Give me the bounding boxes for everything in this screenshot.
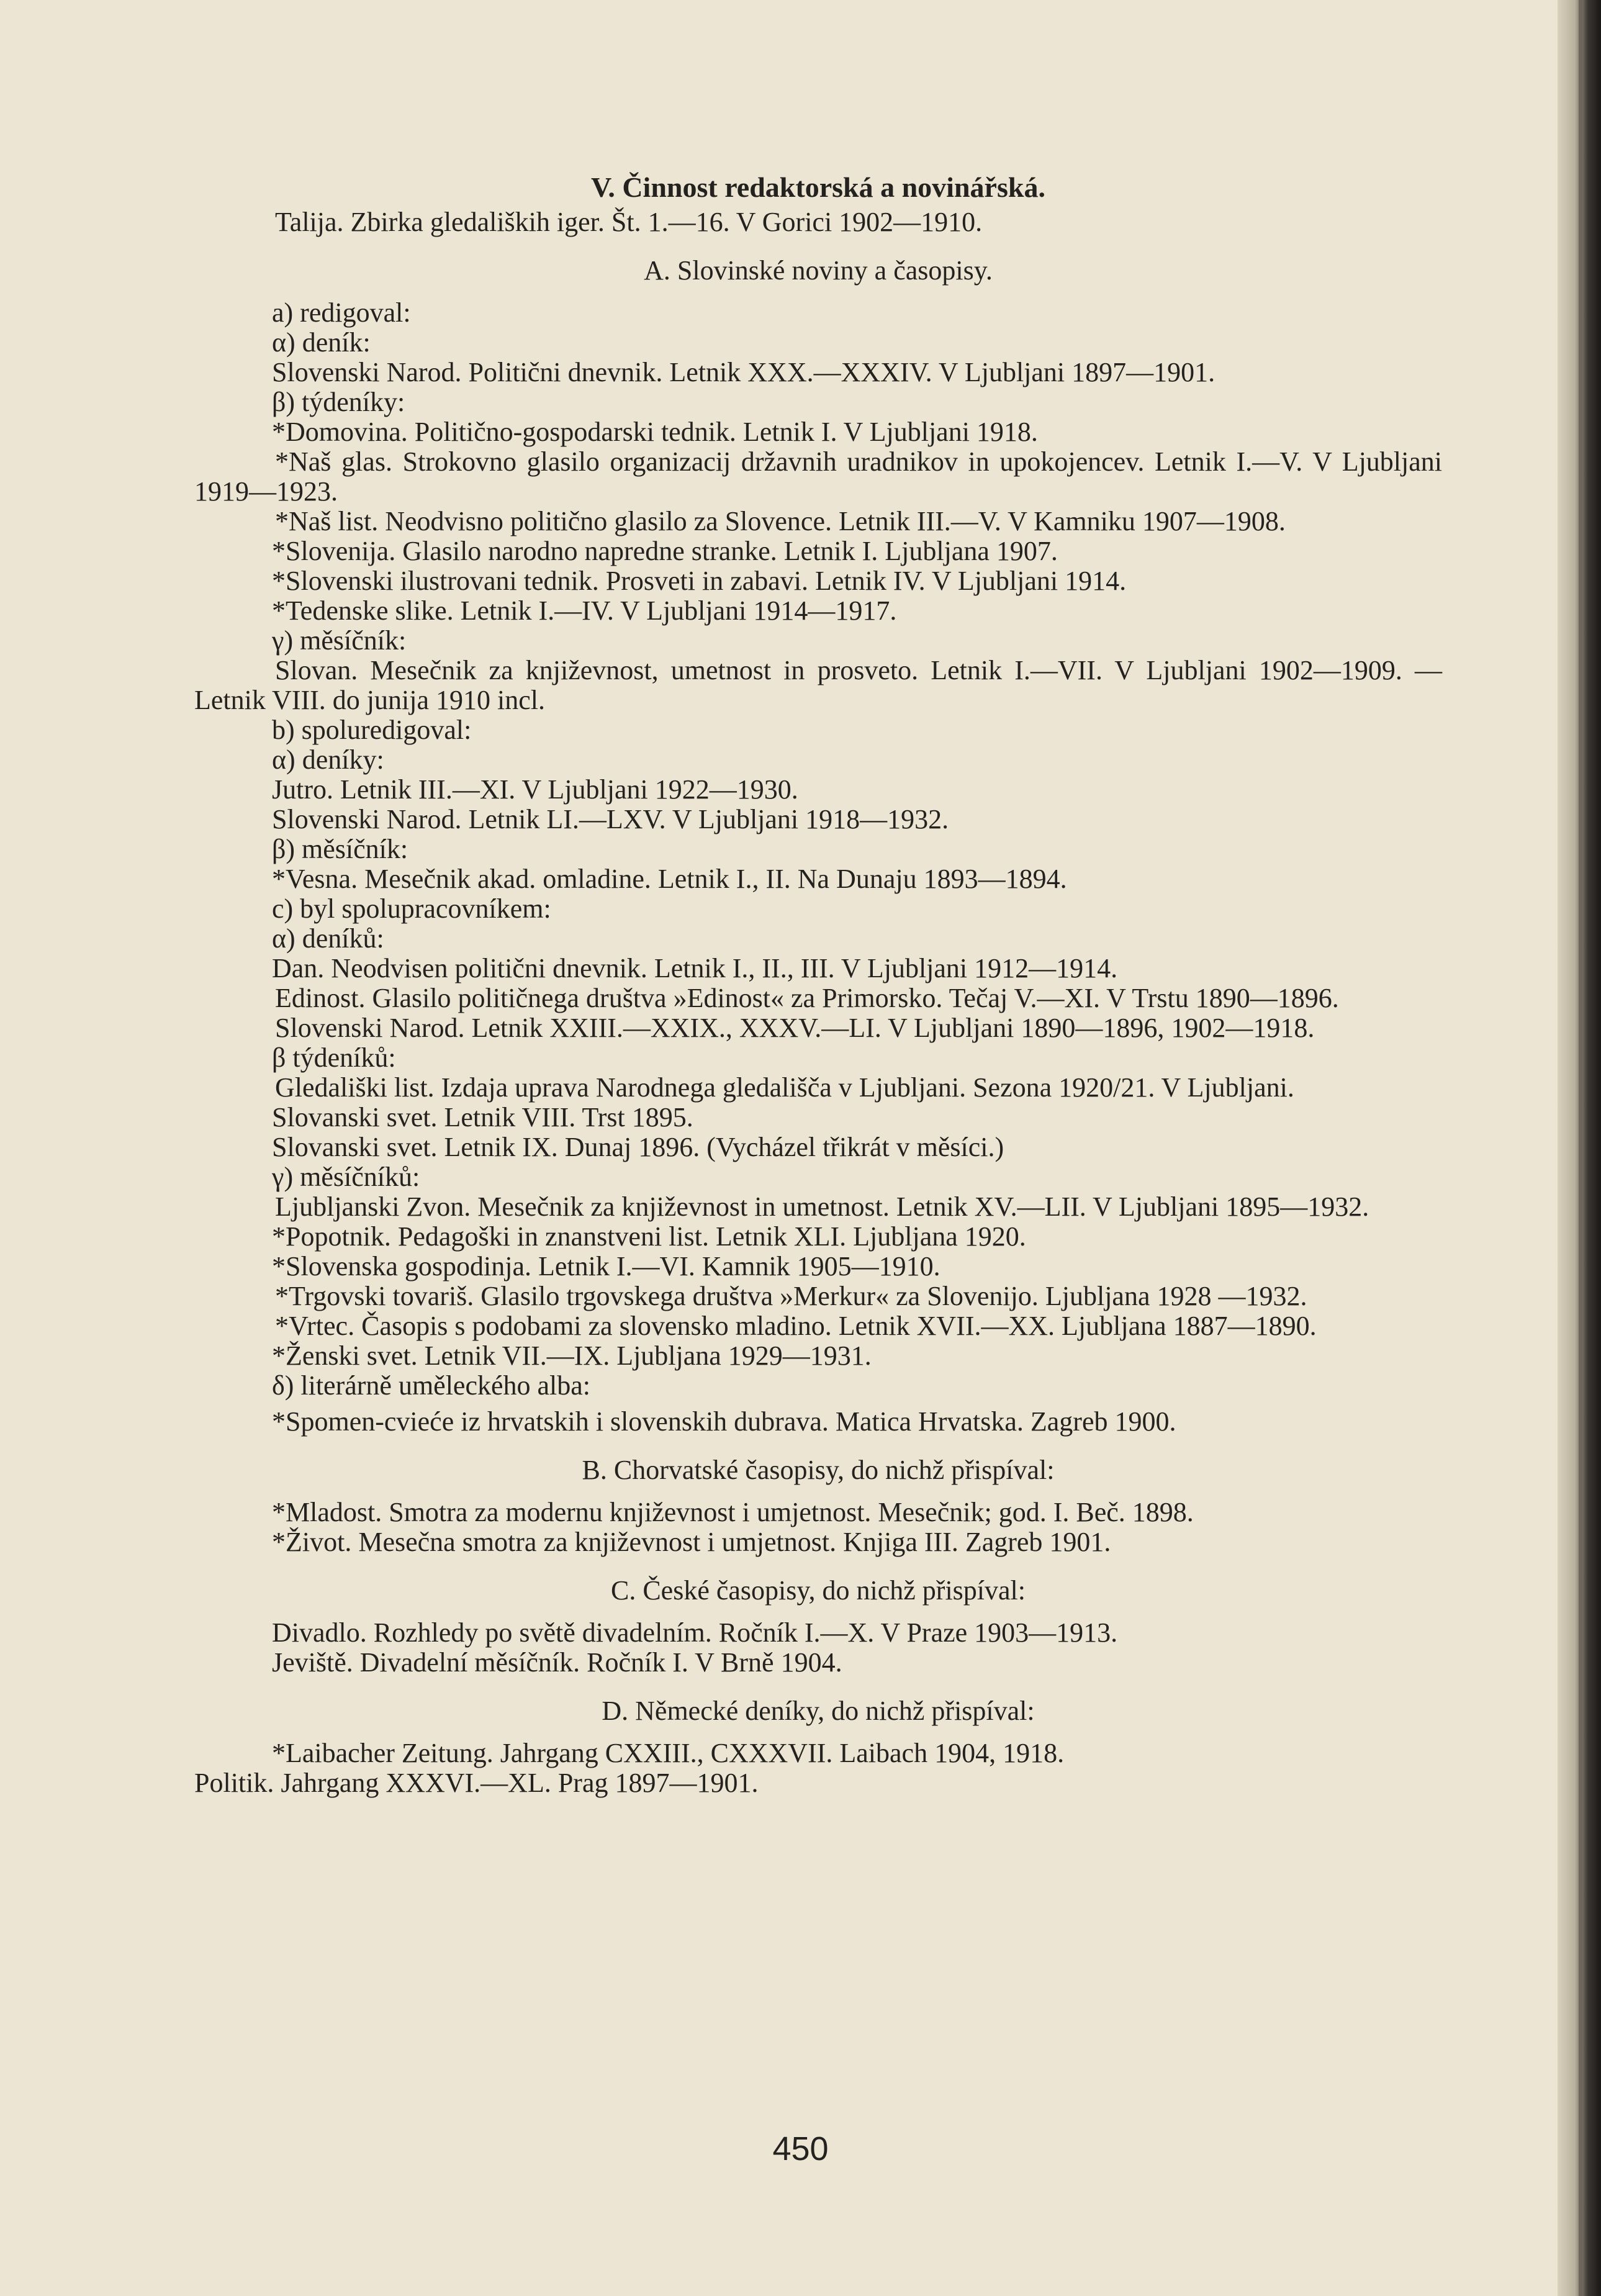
subsection-b-beta: β) měsíčník: bbox=[272, 834, 408, 864]
list-item: Edinost. Glasilo političnega društva »Edinost« za Primorsko. Tečaj V.—XI. V Trstu 1890—1896. bbox=[275, 983, 1339, 1013]
list-item: *Život. Mesečna smotra za književnost i umjetnost. Knjiga III. Zagreb 1901. bbox=[272, 1527, 1111, 1557]
list-item: *Domovina. Politično-gospodarski tednik. Letnik I. V Ljubljani 1918. bbox=[272, 417, 1038, 447]
list-item: *Slovenija. Glasilo narodno napredne stranke. Letnik I. Ljubljana 1907. bbox=[272, 536, 1058, 566]
subsection-a-gamma: γ) měsíčník: bbox=[272, 625, 407, 656]
list-item: Jutro. Letnik III.—XI. V Ljubljani 1922—1930. bbox=[272, 774, 798, 805]
list-item: Jeviště. Divadelní měsíčník. Ročník I. V Brně 1904. bbox=[272, 1647, 842, 1678]
section-b-title: B. Chorvatské časopisy, do nichž přispíval: bbox=[582, 1455, 1055, 1485]
list-item: *Slovenski ilustrovani tednik. Prosveti in zabavi. Letnik IV. V Ljubljani 1914. bbox=[272, 566, 1127, 596]
list-item: Slovenski Narod. Letnik XXIII.—XXIX., XXXV.—LI. V Ljubljani 1890—1896, 1902—1918. bbox=[275, 1013, 1315, 1043]
list-item: *Popotnik. Pedagoški in znanstveni list. Letnik XLI. Ljubljana 1920. bbox=[272, 1221, 1026, 1252]
subsection-b-label: b) spoluredigoval: bbox=[272, 715, 472, 745]
subsection-b-alpha: α) deníky: bbox=[272, 744, 384, 775]
section-a-title: A. Slovinské noviny a časopisy. bbox=[644, 255, 993, 286]
list-item: *Trgovski tovariš. Glasilo trgovskega društva »Merkur« za Slovenijo. Ljubljana 1928 —1932. bbox=[275, 1281, 1307, 1311]
list-item: *Ženski svet. Letnik VII.—IX. Ljubljana 1929—1931. bbox=[272, 1340, 872, 1371]
list-item: Slovanski svet. Letnik VIII. Trst 1895. bbox=[272, 1102, 693, 1132]
section-c-title: C. České časopisy, do nichž přispíval: bbox=[610, 1575, 1026, 1606]
subsection-c-label: c) byl spolupracovníkem: bbox=[272, 893, 551, 924]
page-number: 450 bbox=[772, 2130, 829, 2167]
chapter-heading: V. Činnost redaktorská a novinářská. bbox=[591, 171, 1045, 203]
section-d-title: D. Německé deníky, do nichž přispíval: bbox=[602, 1696, 1035, 1726]
list-item: Politik. Jahrgang XXXVI.—XL. Prag 1897—1901. bbox=[194, 1768, 759, 1798]
subsection-c-alpha: α) deníků: bbox=[272, 923, 384, 954]
list-item: *Vrtec. Časopis s podobami za slovensko mladino. Letnik XVII.—XX. Ljubljana 1887—1890. bbox=[275, 1311, 1317, 1341]
list-item: Divadlo. Rozhledy po světě divadelním. Ročník I.—X. V Praze 1903—1913. bbox=[272, 1617, 1118, 1648]
list-item: *Spomen-cvieće iz hrvatskih i slovenskih dubrava. Matica Hrvatska. Zagreb 1900. bbox=[272, 1406, 1176, 1437]
list-item: *Naš glas. Strokovno glasilo organizacij državnih uradnikov in upokojencev. Letnik I.—V. V Ljubljani 1919—1923. bbox=[194, 446, 1442, 507]
subsection-a-label: a) redigoval: bbox=[272, 297, 411, 328]
list-item: Dan. Neodvisen politični dnevnik. Letnik I., II., III. V Ljubljani 1912—1914. bbox=[272, 953, 1118, 983]
intro-line: Talija. Zbirka gledaliških iger. Št. 1.—16. V Gorici 1902—1910. bbox=[275, 207, 983, 237]
list-item: *Laibacher Zeitung. Jahrgang CXXIII., CXXXVII. Laibach 1904, 1918. bbox=[272, 1738, 1065, 1768]
page-content bbox=[194, 173, 1442, 1798]
subsection-c-gamma: γ) měsíčníků: bbox=[272, 1162, 420, 1192]
list-item: Slovenski Narod. Politični dnevnik. Letnik XXX.—XXXIV. V Ljubljani 1897—1901. bbox=[272, 357, 1215, 387]
binding-edge bbox=[1579, 0, 1584, 2296]
list-item: Slovanski svet. Letnik IX. Dunaj 1896. (Vycházel třikrát v měsíci.) bbox=[272, 1132, 1004, 1162]
list-item: *Naš list. Neodvisno politično glasilo za Slovence. Letnik III.—V. V Kamniku 1907—1908. bbox=[275, 506, 1286, 536]
list-item: *Vesna. Mesečnik akad. omladine. Letnik I., II. Na Dunaju 1893—1894. bbox=[272, 864, 1067, 894]
subsection-a-alpha: α) deník: bbox=[272, 327, 371, 358]
subsection-c-beta: β týdeníků: bbox=[272, 1042, 396, 1073]
list-item: Ljubljanski Zvon. Mesečnik za književnost in umetnost. Letnik XV.—LII. V Ljubljani 1895—1932. bbox=[275, 1191, 1369, 1222]
list-item: Gledališki list. Izdaja uprava Narodnega gledališča v Ljubljani. Sezona 1920/21. V Ljubljani. bbox=[275, 1072, 1294, 1103]
list-item: *Slovenska gospodinja. Letnik I.—VI. Kamnik 1905—1910. bbox=[272, 1251, 940, 1281]
list-item: *Tedenske slike. Letnik I.—IV. V Ljubljani 1914—1917. bbox=[272, 595, 897, 626]
list-item: Slovenski Narod. Letnik LI.—LXV. V Ljubljani 1918—1932. bbox=[272, 804, 949, 834]
subsection-c-delta: δ) literárně uměleckého alba: bbox=[272, 1370, 591, 1401]
list-item: Slovan. Mesečnik za književnost, umetnost in prosveto. Letnik I.—VII. V Ljubljani 1902—1909. — Letnik VIII. do junija 1910 incl. bbox=[194, 655, 1442, 715]
subsection-a-beta: β) týdeníky: bbox=[272, 387, 405, 417]
list-item: *Mladost. Smotra za modernu književnost i umjetnost. Mesečnik; god. I. Beč. 1898. bbox=[272, 1497, 1194, 1527]
